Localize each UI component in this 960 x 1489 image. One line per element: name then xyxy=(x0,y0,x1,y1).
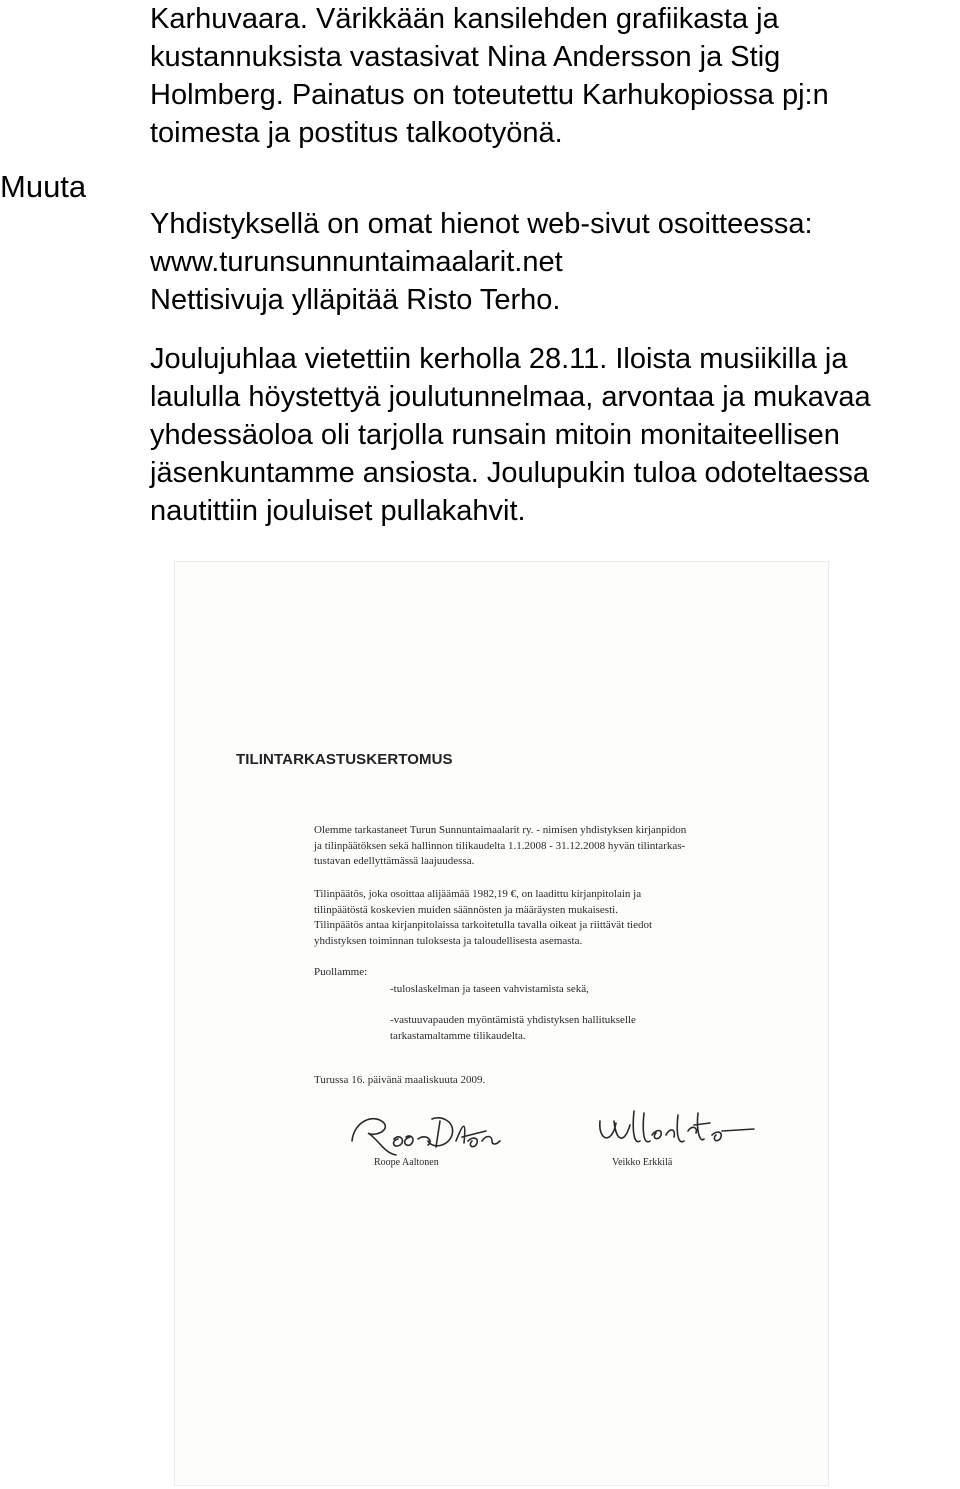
section-label-muuta: Muuta xyxy=(0,169,87,204)
christmas-line: jäsenkuntamme ansiosta. Joulupukin tuloa odoteltaessa xyxy=(150,457,870,489)
website-line: Nettisivuja ylläpitää Risto Terho. xyxy=(150,284,561,316)
christmas-line: Joulujuhlaa vietettiin kerholla 28.11. Iloista musiikilla ja xyxy=(150,343,848,375)
audit-line: ja tilinpäätöksen sekä hallinnon tilikaudelta 1.1.2008 - 31.12.2008 hyvän tilintarkas- xyxy=(314,839,686,852)
signer-1-name: Roope Aaltonen xyxy=(374,1157,439,1168)
intro-line: toimesta ja postitus talkootyönä. xyxy=(150,117,563,149)
audit-recommend-label: Puollamme: xyxy=(314,966,368,978)
audit-line: tarkastamaltamme tilikaudelta. xyxy=(390,1029,526,1042)
audit-recommend-item: -tuloslaskelman ja taseen vahvistamista sekä, xyxy=(390,983,589,995)
christmas-line: nautittiin jouluiset pullakahvit. xyxy=(150,495,526,527)
intro-line: Karhuvaara. Värikkään kansilehden grafiikasta ja xyxy=(150,3,779,35)
audit-line: Tilinpäätös antaa kirjanpitolaissa tarkoitetulla tavalla oikeat ja riittävät tiedot xyxy=(314,919,653,931)
signature-2-graphic xyxy=(594,1101,774,1161)
signature-1-graphic xyxy=(344,1101,544,1161)
audit-line: yhdistyksen toiminnan tuloksesta ja taloudellisesta asemasta. xyxy=(314,934,583,947)
audit-line: Olemme tarkastaneet Turun Sunnuntaimaalarit ry. - nimisen yhdistyksen kirjanpidon xyxy=(314,824,687,836)
audit-report-scan xyxy=(174,561,829,1486)
audit-line: tustavan edellyttämässä laajuudessa. xyxy=(314,855,475,867)
audit-paragraph-scope xyxy=(314,823,784,870)
signer-2-name: Veikko Erkkilä xyxy=(612,1157,673,1168)
christmas-line: laululla höystettyä joulutunnelmaa, arvontaa ja mukavaa xyxy=(150,381,871,413)
christmas-line: yhdessäoloa oli tarjolla runsain mitoin monitaiteellisen xyxy=(150,419,840,451)
website-line: Yhdistyksellä on omat hienot web-sivut osoitteessa: xyxy=(150,208,813,240)
audit-line: -vastuuvapauden myöntämistä yhdistyksen hallitukselle xyxy=(390,1014,636,1026)
intro-line: kustannuksista vastasivat Nina Andersson ja Stig xyxy=(150,41,781,73)
intro-line: Holmberg. Painatus on toteutettu Karhukopiossa pj:n xyxy=(150,79,829,111)
audit-recommend-item xyxy=(390,1013,860,1044)
audit-paragraph-statement xyxy=(314,887,784,949)
audit-line: tilinpäätöstä koskevien muiden säännösten ja määräysten mukaisesti. xyxy=(314,903,618,916)
audit-report-title: TILINTARKASTUSKERTOMUS xyxy=(236,751,453,768)
christmas-paragraph xyxy=(150,340,960,530)
intro-paragraph xyxy=(150,0,960,152)
audit-date-line: Turussa 16. päivänä maaliskuuta 2009. xyxy=(314,1074,486,1086)
website-url: www.turunsunnuntaimaalarit.net xyxy=(150,246,563,278)
website-paragraph xyxy=(150,205,960,319)
audit-line: Tilinpäätös, joka osoittaa alijäämää 1982,19 €, on laadittu kirjanpitolain ja xyxy=(314,888,642,900)
